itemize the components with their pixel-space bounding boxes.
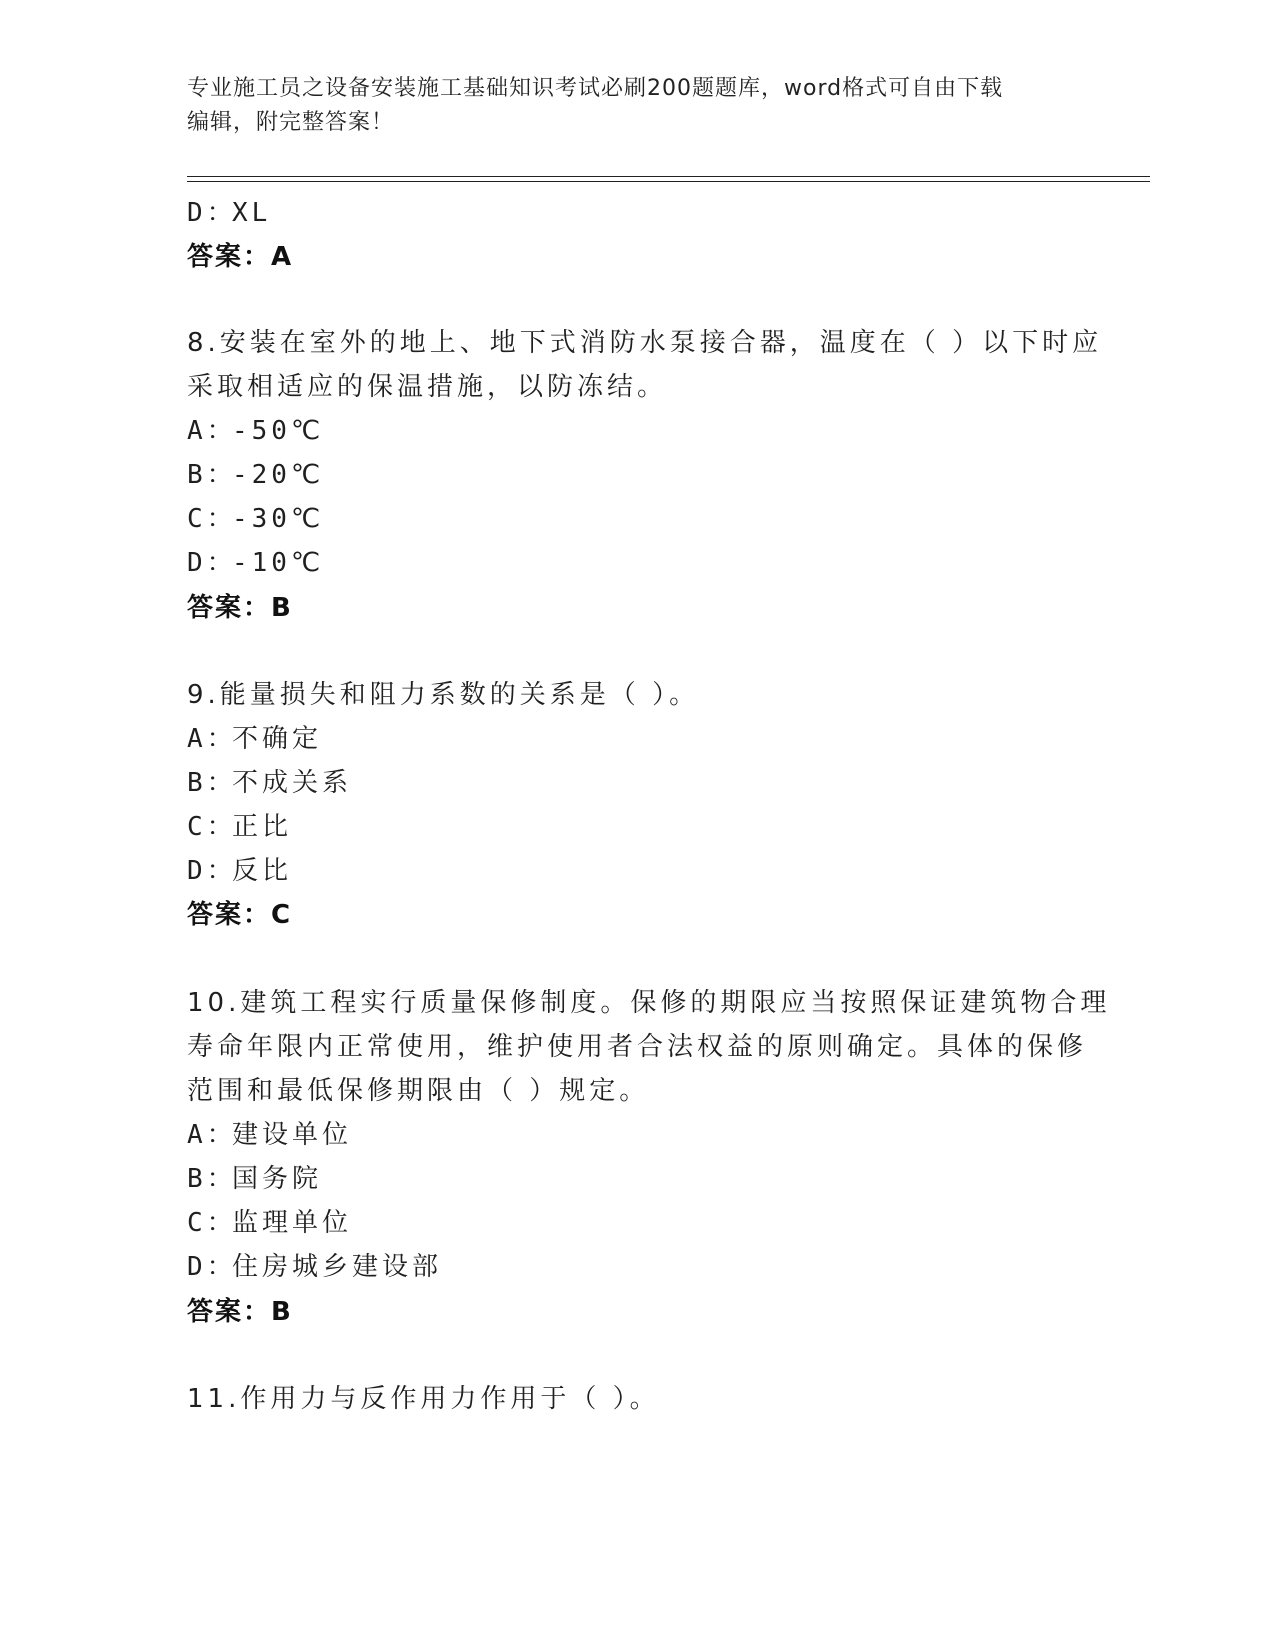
header-divider-top <box>187 176 1150 177</box>
option-text: XL <box>232 198 272 228</box>
option-text: 不成关系 <box>232 768 353 798</box>
header-title-line-1: 专业施工员之设备安装施工基础知识考试必刷200题题库，word格式可自由下载 <box>187 76 1004 101</box>
option-letter: C： <box>187 812 237 842</box>
header-title-line-2: 编辑，附完整答案！ <box>187 110 395 135</box>
option-letter: A： <box>187 724 237 754</box>
option-text: 正比 <box>232 812 293 842</box>
option-letter: B： <box>187 768 237 798</box>
question-8-option-a <box>187 410 324 447</box>
question-9-option-d <box>187 850 292 887</box>
option-text: -50℃ <box>232 416 325 446</box>
option-text: 国务院 <box>232 1164 323 1194</box>
question-11-text-line-1: 11.作用力与反作用力作用于（ ）。 <box>187 1384 660 1414</box>
question-10-text-line-3: 范围和最低保修期限由（ ）规定。 <box>187 1076 650 1106</box>
question-10-option-d <box>187 1246 442 1283</box>
question-8-option-c <box>187 498 324 535</box>
option-text: -10℃ <box>232 548 325 578</box>
question-10-option-b <box>187 1158 322 1195</box>
option-text: 监理单位 <box>232 1208 353 1238</box>
option-text: 住房城乡建设部 <box>232 1252 443 1282</box>
question-10-answer: 答案：B <box>187 1297 293 1327</box>
question-9-option-a <box>187 718 322 755</box>
question-8-text-line-1: 8.安装在室外的地上、地下式消防水泵接合器，温度在（ ）以下时应 <box>187 328 1103 358</box>
option-text: -30℃ <box>232 504 325 534</box>
header-divider-bottom <box>187 181 1150 182</box>
option-d <box>187 192 271 229</box>
option-letter: D： <box>187 548 237 578</box>
option-text: 反比 <box>232 856 293 886</box>
option-letter: A： <box>187 416 237 446</box>
option-letter: C： <box>187 1208 237 1238</box>
question-9-option-b <box>187 762 352 799</box>
question-10-text-line-1: 10.建筑工程实行质量保修制度。保修的期限应当按照保证建筑物合理 <box>187 988 1111 1018</box>
question-8-answer: 答案：B <box>187 593 293 623</box>
question-9-text-line-1: 9.能量损失和阻力系数的关系是（ ）。 <box>187 680 700 710</box>
question-9-answer: 答案：C <box>187 900 293 930</box>
option-letter: B： <box>187 1164 237 1194</box>
question-8-option-b <box>187 454 324 491</box>
option-text: 建设单位 <box>232 1120 353 1150</box>
question-9-option-c <box>187 806 292 843</box>
question-10-option-a <box>187 1114 352 1151</box>
document-header <box>187 72 1087 140</box>
option-text: -20℃ <box>232 460 325 490</box>
question-8-option-d <box>187 542 324 579</box>
question-10-text-line-2: 寿命年限内正常使用，维护使用者合法权益的原则确定。具体的保修 <box>187 1032 1088 1062</box>
option-letter: D： <box>187 1252 237 1282</box>
question-10-option-c <box>187 1202 352 1239</box>
question-8-text-line-2: 采取相适应的保温措施，以防冻结。 <box>187 372 668 402</box>
answer-line: 答案：A <box>187 242 294 272</box>
option-letter: B： <box>187 460 237 490</box>
option-text: 不确定 <box>232 724 323 754</box>
option-letter: D： <box>187 856 237 886</box>
option-letter: C： <box>187 504 237 534</box>
option-letter: A： <box>187 1120 237 1150</box>
option-letter: D： <box>187 198 237 228</box>
